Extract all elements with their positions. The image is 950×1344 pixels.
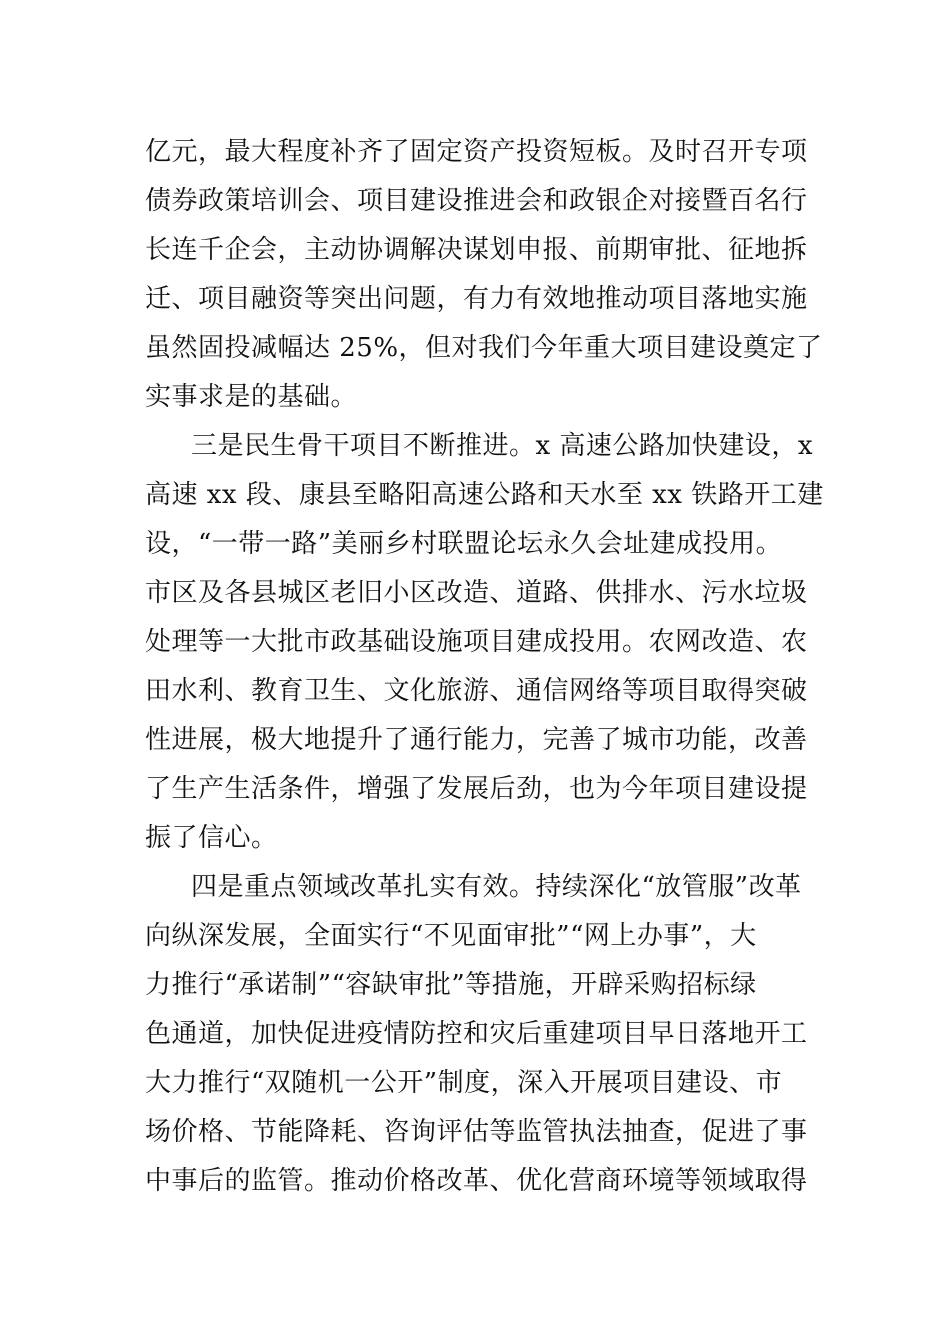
text-line: 高速 xx 段、康县至略阳高速公路和天水至 xx 铁路开工建 — [145, 480, 824, 510]
text-line: 向纵深发展，全面实行“不见面审批”“网上办事”，大 — [145, 921, 757, 951]
text-line: 实事求是的基础。 — [145, 382, 358, 412]
text-line: 力推行“承诺制”“容缺审批”等措施，开辟采购招标绿 — [145, 970, 757, 1000]
text-line: 亿元，最大程度补齐了固定资产投资短板。及时召开专项 — [145, 137, 808, 167]
text-line: 田水利、教育卫生、文化旅游、通信网络等项目取得突破 — [145, 676, 808, 706]
text-line: 大力推行“双随机一公开”制度，深入开展项目建设、市 — [145, 1068, 783, 1098]
text-line: 设，“一带一路”美丽乡村联盟论坛永久会址建成投用。 — [145, 529, 783, 559]
text-line: 市区及各县城区老旧小区改造、道路、供排水、污水垃圾 — [145, 578, 808, 608]
text-line: 振了信心。 — [145, 823, 278, 853]
text-line: 长连千企会，主动协调解决谋划申报、前期审批、征地拆 — [145, 235, 808, 265]
text-line: 迁、项目融资等突出问题，有力有效地推动项目落地实施 — [145, 284, 808, 314]
paragraph-start-line: 四是重点领域改革扎实有效。持续深化“放管服”改革 — [191, 872, 802, 902]
text-line: 色通道，加快促进疫情防控和灾后重建项目早日落地开工 — [145, 1019, 808, 1049]
text-line: 性进展，极大地提升了通行能力，完善了城市功能，改善 — [145, 725, 808, 755]
text-line: 了生产生活条件，增强了发展后劲，也为今年项目建设提 — [145, 774, 808, 804]
text-line: 场价格、节能降耗、咨询评估等监管执法抽查，促进了事 — [145, 1117, 808, 1147]
text-line: 中事后的监管。推动价格改革、优化营商环境等领域取得 — [145, 1166, 808, 1196]
body-text — [145, 128, 824, 1206]
text-line: 处理等一大批市政基础设施项目建成投用。农网改造、农 — [145, 627, 808, 657]
paragraph-start-line: 三是民生骨干项目不断推进。x 高速公路加快建设，x — [191, 431, 814, 461]
text-line: 虽然固投减幅达 25%，但对我们今年重大项目建设奠定了 — [145, 333, 823, 363]
text-line: 债券政策培训会、项目建设推进会和政银企对接暨百名行 — [145, 186, 808, 216]
